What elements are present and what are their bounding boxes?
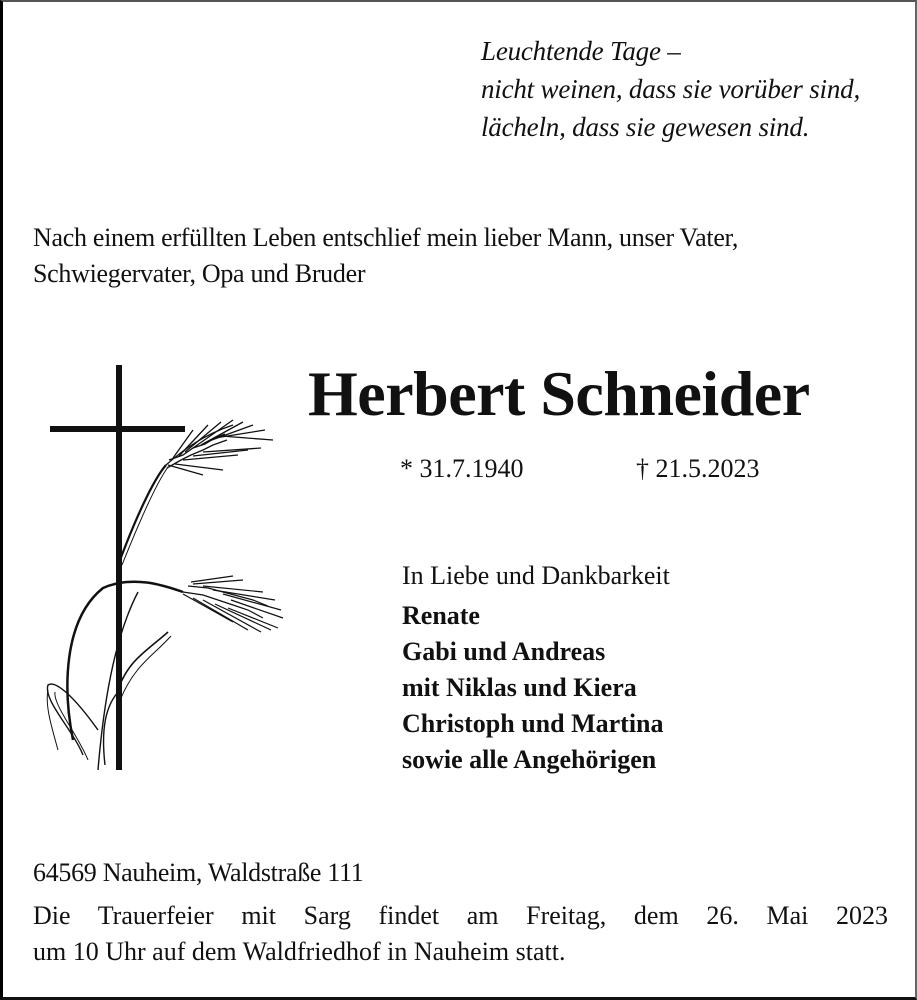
mourner-name: sowie alle Angehörigen (402, 745, 657, 774)
mourner-name: Gabi und Andreas (402, 637, 606, 666)
cross-with-wheat-icon (43, 360, 293, 775)
deceased-name: Herbert Schneider (308, 358, 810, 429)
intro-line: Nach einem erfüllten Leben entschlief mein lieber Mann, unser Vater, (33, 223, 739, 252)
motto-line: lächeln, dass sie gewesen sind. (481, 112, 810, 142)
motto-quote (481, 32, 860, 146)
death-date: † 21.5.2023 (636, 454, 760, 483)
birth-date: * 31.7.1940 (400, 454, 524, 483)
mourner-name: Renate (402, 601, 480, 630)
mourner-name: Christoph und Martina (402, 709, 664, 738)
mourner-name: mit Niklas und Kiera (402, 673, 637, 702)
mourners-heading: In Liebe und Dankbarkeit (402, 561, 670, 590)
intro-text (33, 220, 738, 292)
motto-line: nicht weinen, dass sie vorüber sind, (481, 74, 861, 104)
mourners-list (402, 598, 664, 778)
intro-line: Schwiegervater, Opa und Bruder (33, 259, 366, 288)
motto-line: Leuchtende Tage – (481, 36, 681, 66)
family-address: 64569 Nauheim, Waldstraße 111 (33, 858, 364, 887)
service-line: um 10 Uhr auf dem Waldfriedhof in Nauheim statt. (33, 937, 566, 966)
service-line: Die Trauerfeier mit Sarg findet am Freitag, dem 26. Mai 2023 (33, 901, 888, 930)
funeral-service-info (33, 898, 888, 970)
